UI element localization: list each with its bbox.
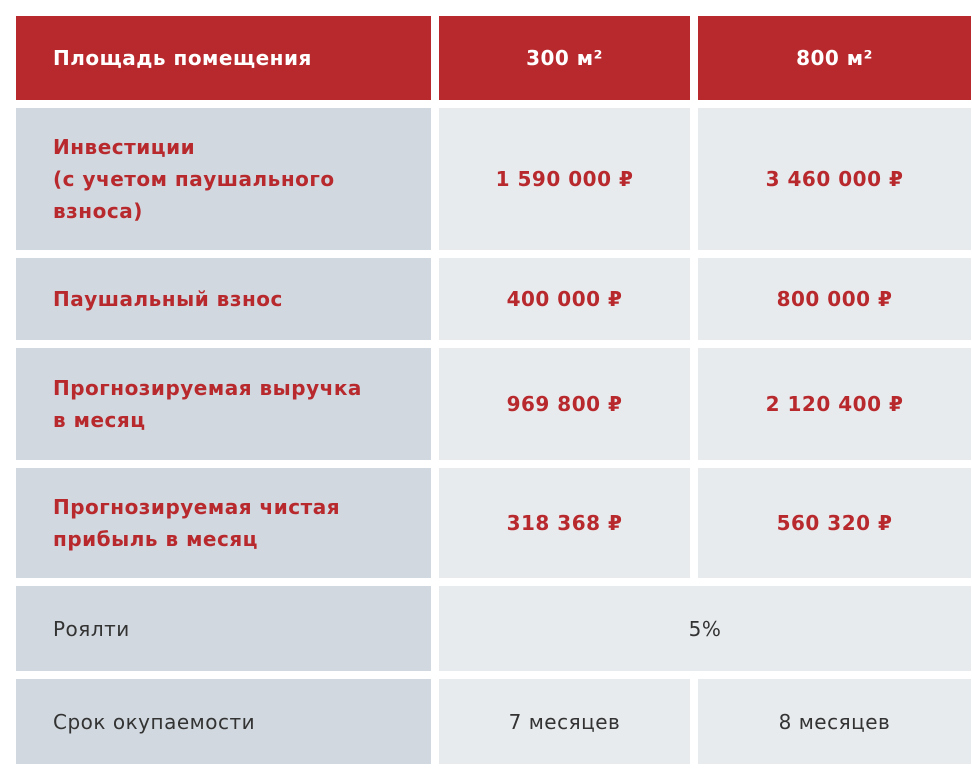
row-royalty-value bbox=[439, 586, 971, 671]
row-label-net-profit bbox=[16, 468, 431, 578]
row-label-revenue bbox=[16, 348, 431, 460]
row-lump-sum-300 bbox=[439, 258, 690, 340]
row-label-investments bbox=[16, 108, 431, 250]
row-revenue-300 bbox=[439, 348, 690, 460]
row-investments-300 bbox=[439, 108, 690, 250]
row-label-payback-text: Срок окупаемости bbox=[53, 709, 256, 734]
row-label-investments-text: Инвестиции (с учетом паушального взноса) bbox=[53, 135, 335, 223]
row-revenue-800-text: 2 120 400 ₽ bbox=[765, 392, 904, 416]
header-col-300 bbox=[439, 16, 690, 100]
row-payback-800-text: 8 месяцев bbox=[778, 709, 891, 734]
row-investments-800-text: 3 460 000 ₽ bbox=[765, 167, 904, 191]
row-royalty-value-text: 5% bbox=[688, 616, 722, 641]
row-lump-sum-300-text: 400 000 ₽ bbox=[506, 287, 623, 311]
row-label-royalty bbox=[16, 586, 431, 671]
row-net-profit-300-text: 318 368 ₽ bbox=[506, 511, 623, 535]
header-area-label bbox=[16, 16, 431, 100]
row-label-revenue-text: Прогнозируемая выручка в месяц bbox=[53, 376, 362, 432]
row-lump-sum-800 bbox=[698, 258, 971, 340]
row-revenue-800 bbox=[698, 348, 971, 460]
row-investments-800 bbox=[698, 108, 971, 250]
row-lump-sum-800-text: 800 000 ₽ bbox=[776, 287, 893, 311]
row-payback-300-text: 7 месяцев bbox=[508, 709, 621, 734]
row-net-profit-800-text: 560 320 ₽ bbox=[776, 511, 893, 535]
row-payback-800 bbox=[698, 679, 971, 764]
row-label-royalty-text: Роялти bbox=[53, 616, 130, 641]
row-label-payback bbox=[16, 679, 431, 764]
header-col-800-text: 800 м² bbox=[796, 46, 873, 70]
header-col-300-text: 300 м² bbox=[526, 46, 603, 70]
row-label-lump-sum bbox=[16, 258, 431, 340]
header-col-800 bbox=[698, 16, 971, 100]
franchise-table bbox=[16, 16, 971, 764]
row-net-profit-300 bbox=[439, 468, 690, 578]
header-area-label-text: Площадь помещения bbox=[53, 46, 312, 70]
row-investments-300-text: 1 590 000 ₽ bbox=[495, 167, 634, 191]
row-net-profit-800 bbox=[698, 468, 971, 578]
row-label-lump-sum-text: Паушальный взнос bbox=[53, 287, 283, 311]
row-revenue-300-text: 969 800 ₽ bbox=[506, 392, 623, 416]
row-payback-300 bbox=[439, 679, 690, 764]
row-label-net-profit-text: Прогнозируемая чистая прибыль в месяц bbox=[53, 495, 341, 551]
